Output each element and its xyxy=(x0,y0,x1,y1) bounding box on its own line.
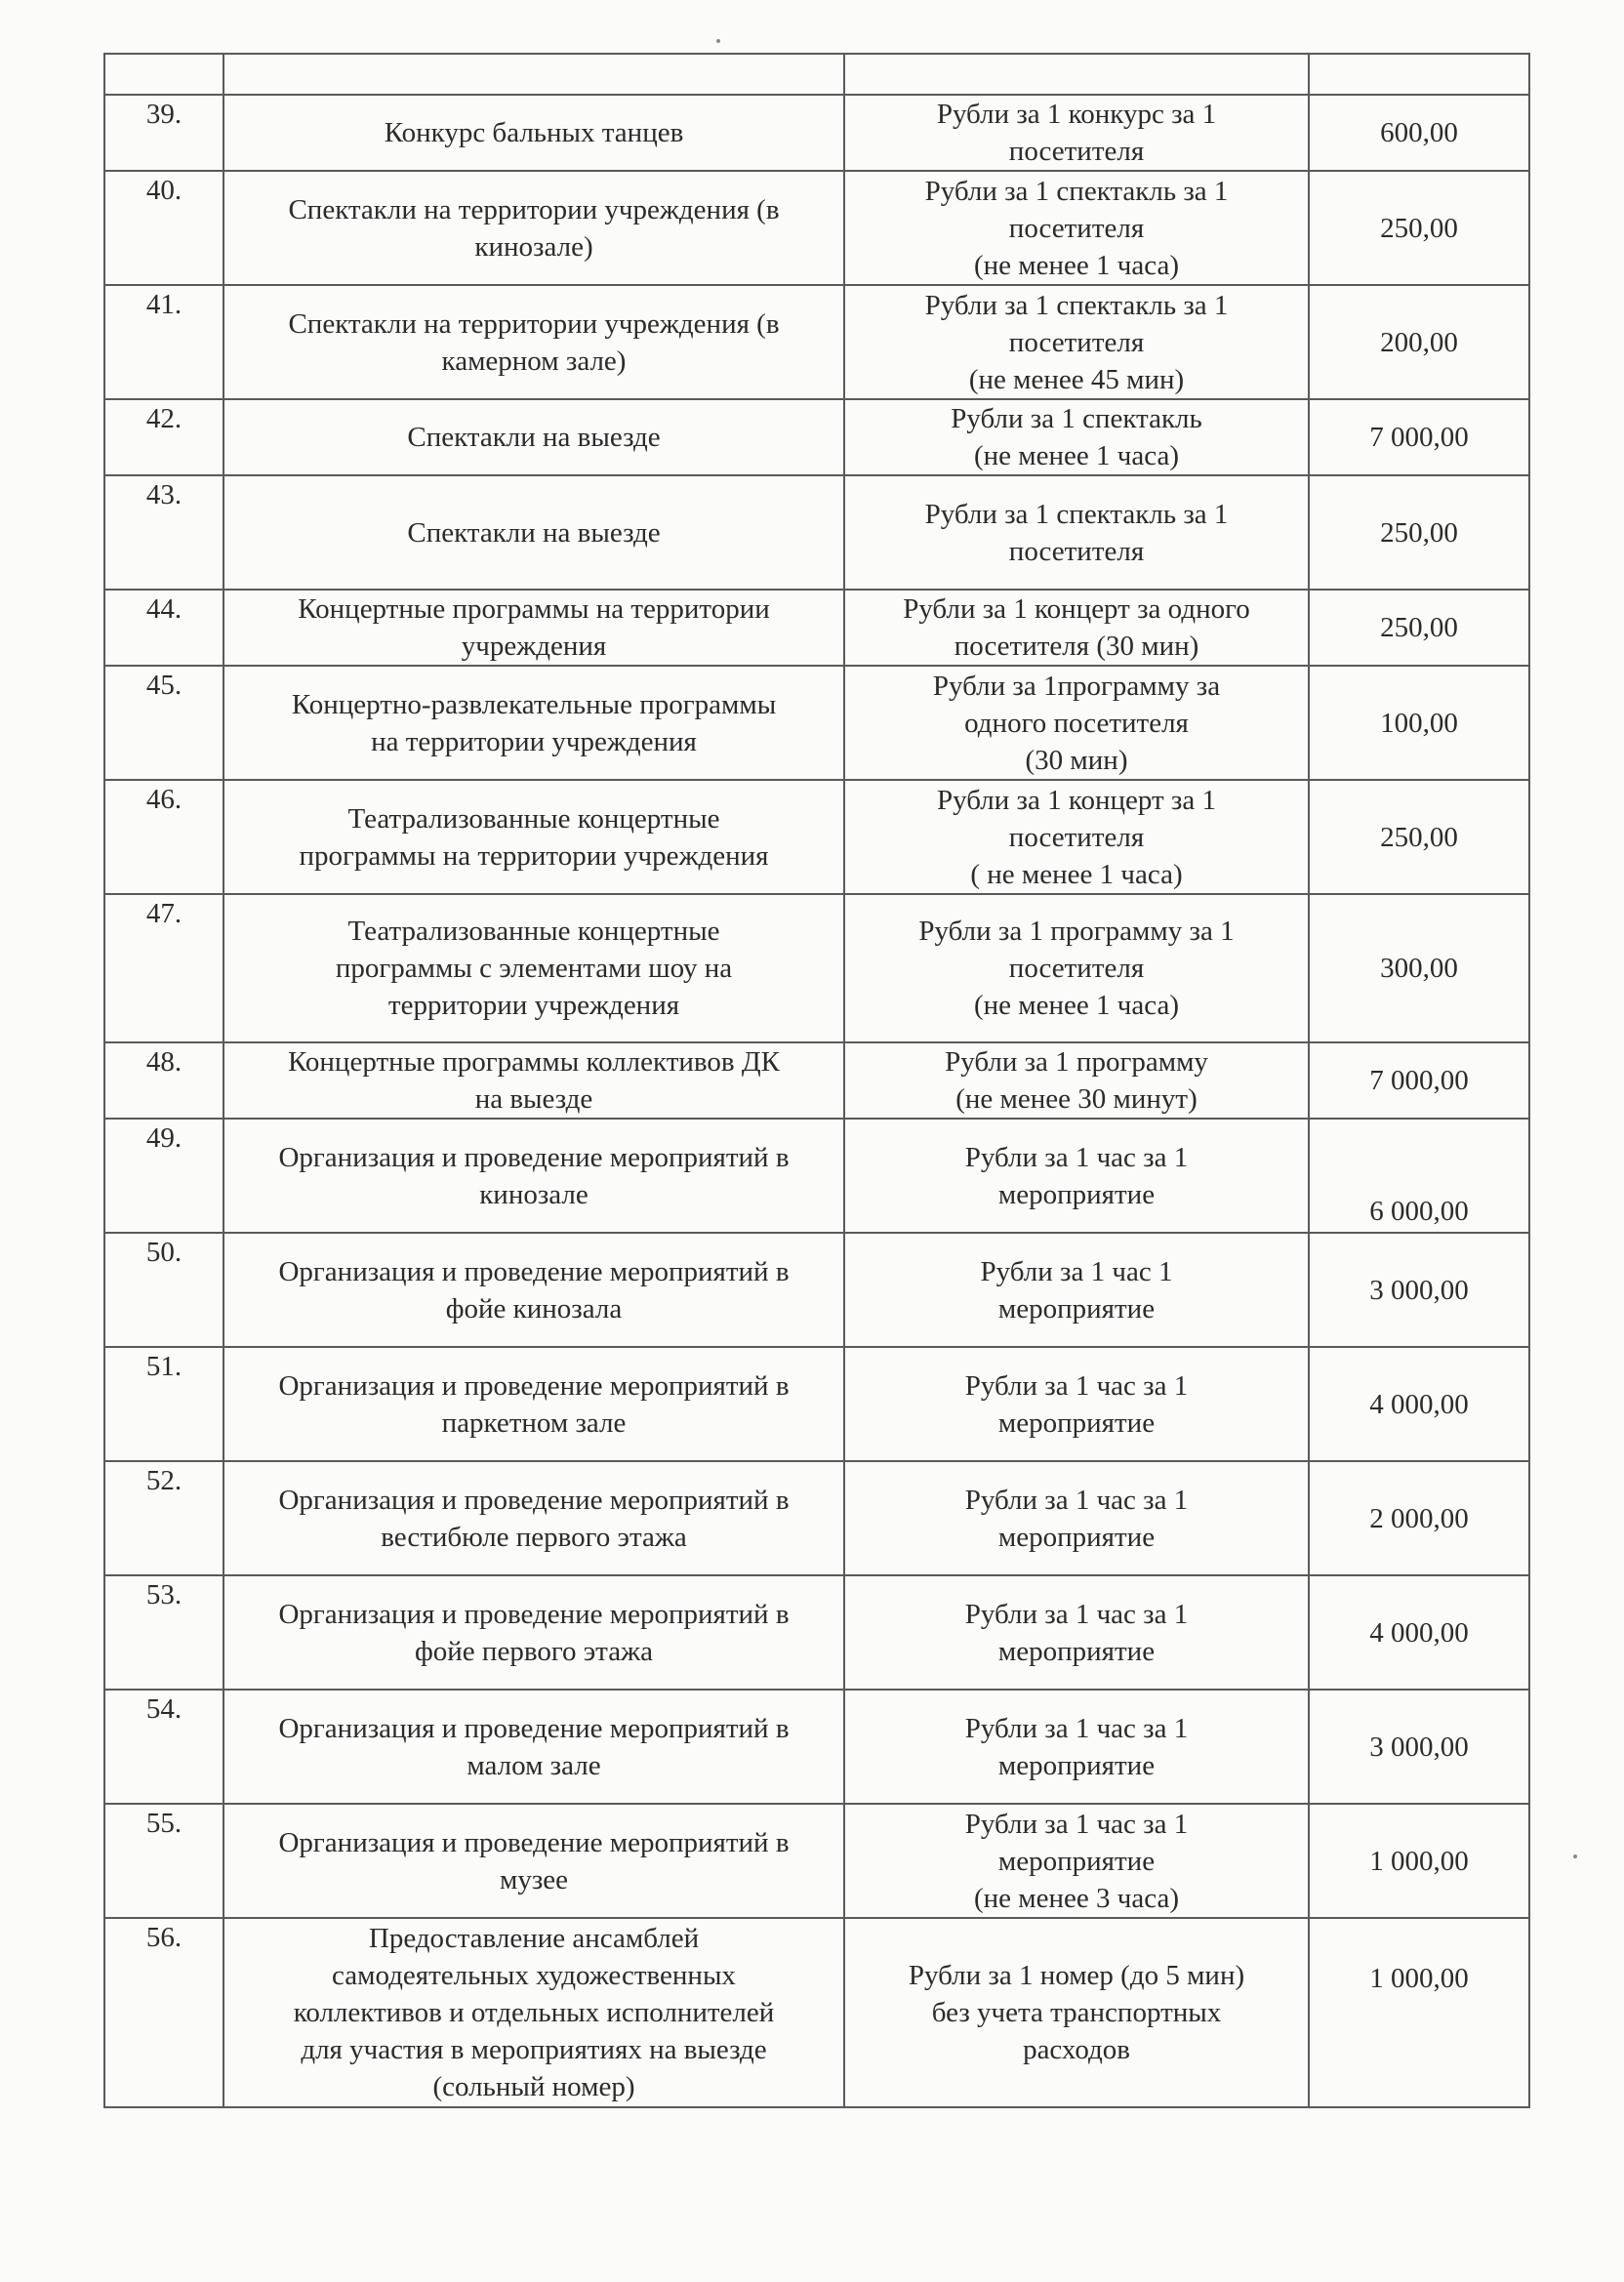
service-name-line: паркетном зале xyxy=(441,1406,627,1439)
service-name-line: Концертные программы на территории xyxy=(298,593,770,625)
unit-of-measure xyxy=(844,1690,1309,1804)
price-value: 250,00 xyxy=(1309,475,1529,590)
price-value: 7 000,00 xyxy=(1309,399,1529,475)
service-name-line: учреждения xyxy=(461,631,607,662)
service-name-line: Организация и проведение мероприятий в xyxy=(278,1369,790,1402)
unit-line: посетителя xyxy=(1008,953,1145,984)
unit-of-measure xyxy=(844,1119,1309,1233)
service-name xyxy=(223,285,844,399)
table-row xyxy=(104,590,1529,666)
price-value: 4 000,00 xyxy=(1309,1347,1529,1461)
table-row xyxy=(104,285,1529,399)
table-row xyxy=(104,475,1529,590)
unit-line: посетителя xyxy=(1008,535,1145,567)
unit-line: Рубли за 1 программу xyxy=(945,1046,1208,1078)
table-row xyxy=(104,1804,1529,1918)
row-number: 40. xyxy=(104,171,223,285)
row-number: 56. xyxy=(104,1918,223,2107)
table-row xyxy=(104,399,1529,475)
service-name-line: (сольный номер) xyxy=(432,2071,635,2102)
table-row xyxy=(104,1042,1529,1119)
unit-line: мероприятие xyxy=(997,1845,1156,1877)
service-name-line: территории учреждения xyxy=(387,990,680,1021)
row-number: 46. xyxy=(104,780,223,894)
row-number: 47. xyxy=(104,894,223,1042)
table-row xyxy=(104,171,1529,285)
price-value: 1 000,00 xyxy=(1309,1804,1529,1918)
service-name-line: для участия в мероприятиях на выезде xyxy=(301,2034,767,2065)
table-row xyxy=(104,95,1529,171)
service-name-line: Организация и проведение мероприятий в xyxy=(278,1141,790,1173)
price-value: 250,00 xyxy=(1309,590,1529,666)
unit-of-measure xyxy=(844,399,1309,475)
service-name-line: на выезде xyxy=(474,1083,593,1115)
unit-of-measure xyxy=(844,475,1309,590)
row-number: 44. xyxy=(104,590,223,666)
service-name-line: кинозале xyxy=(479,1178,589,1210)
service-name xyxy=(223,1461,844,1575)
unit-of-measure xyxy=(844,1042,1309,1119)
row-number: 48. xyxy=(104,1042,223,1119)
service-name xyxy=(223,590,844,666)
service-name xyxy=(223,1918,844,2107)
unit-of-measure xyxy=(844,1233,1309,1347)
price-value: 100,00 xyxy=(1309,666,1529,780)
price-value: 250,00 xyxy=(1309,780,1529,894)
price-value: 600,00 xyxy=(1309,95,1529,171)
row-number: 54. xyxy=(104,1690,223,1804)
service-name-line: фойе первого этажа xyxy=(415,1635,653,1667)
unit-of-measure xyxy=(844,171,1309,285)
table-row xyxy=(104,1918,1529,2107)
service-name xyxy=(223,1347,844,1461)
service-name xyxy=(223,1575,844,1690)
table-row xyxy=(104,1347,1529,1461)
unit-line: (30 мин) xyxy=(1025,744,1128,776)
price-value: 6 000,00 xyxy=(1309,1119,1529,1233)
unit-of-measure xyxy=(844,285,1309,399)
service-name-line: Организация и проведение мероприятий в xyxy=(278,1598,790,1630)
service-name-line: Спектакли на выезде xyxy=(407,516,661,549)
unit-line: без учета транспортных xyxy=(931,1997,1222,2028)
table-row xyxy=(104,1575,1529,1690)
service-name-line: программы на территории учреждения xyxy=(299,839,769,872)
header-cell xyxy=(223,54,844,95)
unit-of-measure xyxy=(844,1804,1309,1918)
unit-of-measure xyxy=(844,590,1309,666)
unit-line: Рубли за 1 час за 1 xyxy=(964,1369,1189,1402)
service-name-line: Театрализованные концертные xyxy=(347,802,720,835)
unit-line: Рубли за 1 спектакль за 1 xyxy=(924,175,1229,207)
service-name-line: Театрализованные концертные xyxy=(347,916,720,947)
unit-line: Рубли за 1 час за 1 xyxy=(964,1484,1189,1516)
service-name xyxy=(223,475,844,590)
service-name xyxy=(223,894,844,1042)
row-number: 53. xyxy=(104,1575,223,1690)
unit-line: Рубли за 1программу за xyxy=(932,670,1221,702)
unit-line: Рубли за 1 спектакль за 1 xyxy=(924,498,1229,530)
service-name xyxy=(223,666,844,780)
table-row xyxy=(104,1461,1529,1575)
unit-line: ( не менее 1 часа) xyxy=(970,858,1183,890)
price-value: 2 000,00 xyxy=(1309,1461,1529,1575)
unit-line: Рубли за 1 конкурс за 1 xyxy=(936,99,1217,130)
unit-line: Рубли за 1 час за 1 xyxy=(964,1141,1189,1173)
price-value: 7 000,00 xyxy=(1309,1042,1529,1119)
price-value: 3 000,00 xyxy=(1309,1690,1529,1804)
unit-of-measure xyxy=(844,894,1309,1042)
service-name-line: Предоставление ансамблей xyxy=(368,1923,700,1954)
unit-line: Рубли за 1 концерт за 1 xyxy=(937,784,1216,816)
service-name xyxy=(223,171,844,285)
unit-line: (не менее 3 часа) xyxy=(974,1882,1179,1914)
row-number: 43. xyxy=(104,475,223,590)
row-number: 51. xyxy=(104,1347,223,1461)
unit-of-measure xyxy=(844,1347,1309,1461)
service-name-line: самодеятельных художественных xyxy=(332,1960,736,1991)
price-value: 3 000,00 xyxy=(1309,1233,1529,1347)
unit-line: (не менее 1 часа) xyxy=(974,440,1179,471)
service-name-line: фойе кинозала xyxy=(445,1292,623,1324)
unit-line: мероприятие xyxy=(997,1749,1156,1781)
row-number: 52. xyxy=(104,1461,223,1575)
unit-of-measure xyxy=(844,666,1309,780)
unit-line: посетителя (30 мин) xyxy=(954,631,1199,662)
price-value: 200,00 xyxy=(1309,285,1529,399)
row-number: 55. xyxy=(104,1804,223,1918)
scan-speck xyxy=(716,39,720,43)
header-cell xyxy=(844,54,1309,95)
unit-line: Рубли за 1 час 1 xyxy=(980,1255,1173,1287)
table-row xyxy=(104,1690,1529,1804)
service-name-line: программы с элементами шоу на xyxy=(335,953,733,984)
row-number: 39. xyxy=(104,95,223,171)
row-number: 50. xyxy=(104,1233,223,1347)
service-name-line: Организация и проведение мероприятий в xyxy=(278,1484,790,1516)
unit-line: одного посетителя xyxy=(964,707,1189,739)
service-name-line: камерном зале) xyxy=(441,345,627,377)
unit-line: Рубли за 1 концерт за одного xyxy=(903,593,1250,625)
scan-speck xyxy=(1573,1854,1577,1858)
service-name-line: Спектакли на территории учреждения (в xyxy=(288,307,780,340)
service-name-line: на территории учреждения xyxy=(371,725,697,757)
service-name xyxy=(223,1042,844,1119)
header-cell xyxy=(1309,54,1529,95)
unit-line: мероприятие xyxy=(997,1635,1156,1667)
service-name-line: малом зале xyxy=(467,1749,601,1781)
table-row xyxy=(104,780,1529,894)
unit-line: посетителя xyxy=(1008,212,1145,244)
unit-line: посетителя xyxy=(1008,821,1145,853)
table-row xyxy=(104,1233,1529,1347)
service-name xyxy=(223,1119,844,1233)
service-name-line: музее xyxy=(499,1863,569,1895)
service-name xyxy=(223,1804,844,1918)
unit-line: посетителя xyxy=(1008,326,1145,358)
service-name-line: Спектакли на выезде xyxy=(407,422,661,453)
service-name-line: Концертные программы коллективов ДК xyxy=(288,1046,780,1078)
table-row xyxy=(104,894,1529,1042)
unit-line: (не менее 30 минут) xyxy=(955,1083,1198,1115)
unit-line: Рубли за 1 час за 1 xyxy=(964,1598,1189,1630)
unit-of-measure xyxy=(844,95,1309,171)
unit-line: расходов xyxy=(1023,2034,1130,2065)
price-value: 4 000,00 xyxy=(1309,1575,1529,1690)
unit-line: Рубли за 1 спектакль xyxy=(951,403,1202,434)
unit-of-measure xyxy=(844,780,1309,894)
service-name-line: Спектакли на территории учреждения (в xyxy=(288,193,780,225)
service-name xyxy=(223,95,844,171)
unit-line: Рубли за 1 час за 1 xyxy=(964,1712,1189,1744)
unit-line: Рубли за 1 спектакль за 1 xyxy=(924,289,1229,321)
service-name xyxy=(223,1233,844,1347)
service-name-line: вестибюле первого этажа xyxy=(381,1521,687,1553)
unit-line: Рубли за 1 час за 1 xyxy=(964,1808,1189,1840)
row-number: 49. xyxy=(104,1119,223,1233)
service-name xyxy=(223,1690,844,1804)
row-number: 41. xyxy=(104,285,223,399)
service-name-line: кинозале) xyxy=(474,230,593,263)
service-name-line: Организация и проведение мероприятий в xyxy=(278,1255,790,1287)
header-cell xyxy=(104,54,223,95)
unit-line: мероприятие xyxy=(997,1292,1156,1324)
price-value: 250,00 xyxy=(1309,171,1529,285)
price-table xyxy=(103,53,1530,2108)
service-name-line: Конкурс бальных танцев xyxy=(384,117,684,148)
unit-line: (не менее 1 часа) xyxy=(974,990,1179,1021)
service-name xyxy=(223,780,844,894)
price-value: 300,00 xyxy=(1309,894,1529,1042)
unit-line: (не менее 1 часа) xyxy=(974,249,1179,281)
table-row xyxy=(104,666,1529,780)
price-value: 1 000,00 xyxy=(1309,1918,1529,2107)
unit-line: Рубли за 1 номер (до 5 мин) xyxy=(908,1960,1245,1991)
service-name-line: Организация и проведение мероприятий в xyxy=(278,1712,790,1744)
unit-line: (не менее 45 мин) xyxy=(968,363,1185,395)
unit-of-measure xyxy=(844,1461,1309,1575)
service-name xyxy=(223,399,844,475)
table-header-row xyxy=(104,54,1529,95)
unit-of-measure xyxy=(844,1918,1309,2107)
service-name-line: Организация и проведение мероприятий в xyxy=(278,1826,790,1858)
service-name-line: Концертно-развлекательные программы xyxy=(291,688,777,720)
row-number: 42. xyxy=(104,399,223,475)
unit-line: мероприятие xyxy=(997,1178,1156,1210)
unit-line: мероприятие xyxy=(997,1521,1156,1553)
table-row xyxy=(104,1119,1529,1233)
unit-of-measure xyxy=(844,1575,1309,1690)
unit-line: посетителя xyxy=(1008,136,1145,167)
unit-line: Рубли за 1 программу за 1 xyxy=(918,916,1235,947)
unit-line: мероприятие xyxy=(997,1406,1156,1439)
row-number: 45. xyxy=(104,666,223,780)
service-name-line: коллективов и отдельных исполнителей xyxy=(293,1997,775,2028)
